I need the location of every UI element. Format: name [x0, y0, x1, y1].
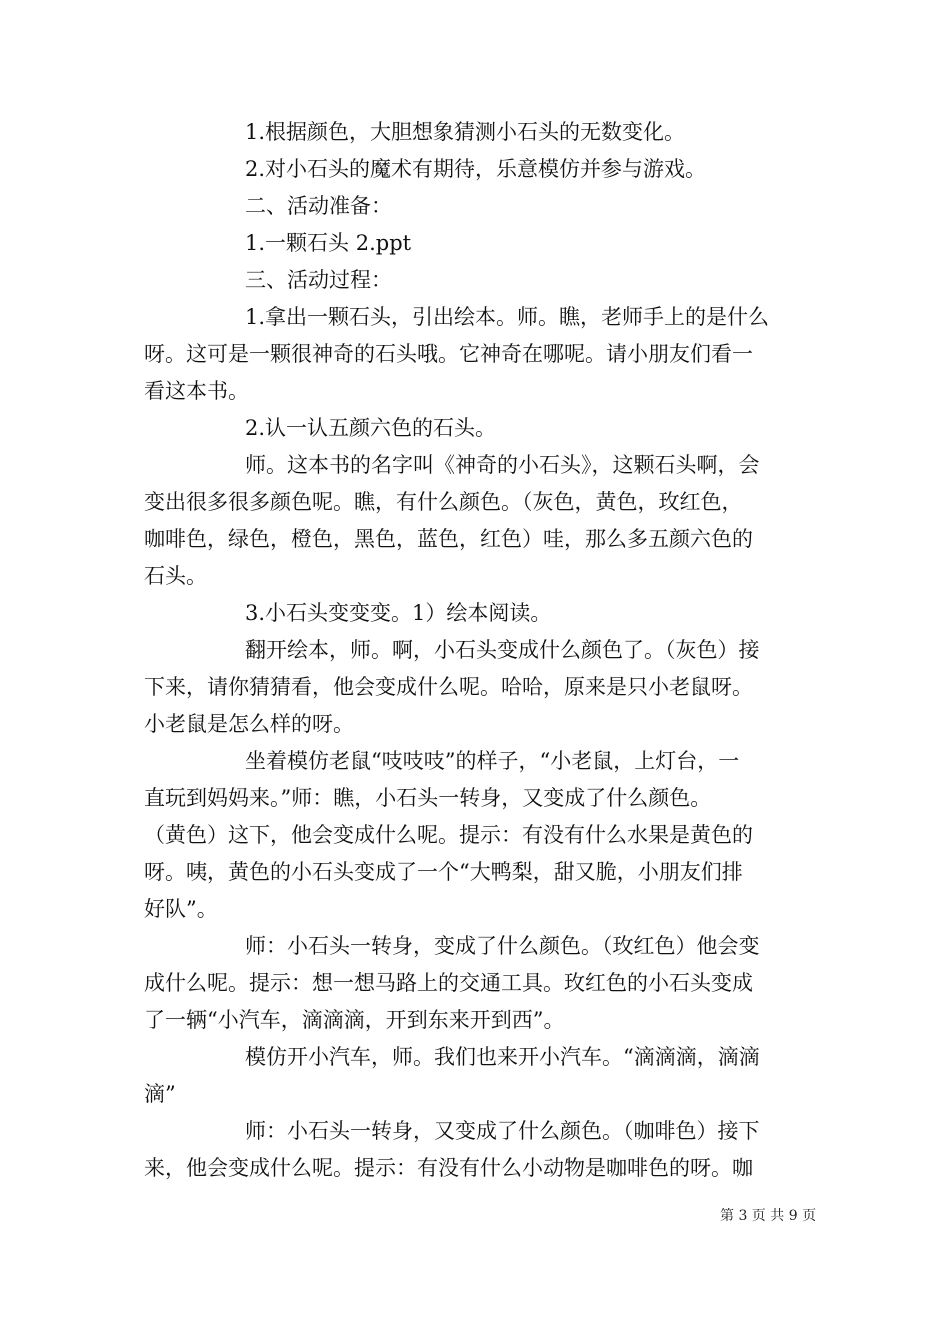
text-line: 2.对小石头的魔术有期待，乐意模仿并参与游戏。 — [245, 157, 707, 181]
text-line: 1.根据颜色，大胆想象猜测小石头的无数变化。 — [245, 120, 686, 144]
text-line: 模仿开小汽车，师。我们也来开小汽车。“滴滴滴，滴滴 — [245, 1045, 760, 1069]
text-line: 直玩到妈妈来。”师：瞧，小石头一转身，又变成了什么颜色。 — [144, 786, 712, 810]
text-line: 1.拿出一颗石头，引出绘本。师。瞧，老师手上的是什么 — [245, 305, 770, 329]
page-number-footer: 第 3 页 共 9 页 — [720, 1208, 817, 1224]
body-text — [144, 114, 806, 1187]
text-line: 下来，请你猜猜看，他会变成什么呢。哈哈，原来是只小老鼠呀。 — [144, 675, 753, 699]
text-line: 师：小石头一转身，变成了什么颜色。（玫红色）他会变 — [245, 934, 760, 958]
text-line: 3.小石头变变变。1）绘本阅读。 — [245, 601, 552, 625]
text-line: 成什么呢。提示：想一想马路上的交通工具。玫红色的小石头变成 — [144, 971, 753, 995]
text-line: 坐着模仿老鼠“吱吱吱”的样子，“小老鼠，上灯台，一 — [245, 749, 740, 773]
text-line: 师。这本书的名字叫《神奇的小石头》，这颗石头啊，会 — [245, 453, 760, 477]
text-line: 滴” — [144, 1082, 176, 1106]
text-line: 了一辆“小汽车，滴滴滴，开到东来开到西”。 — [144, 1008, 565, 1032]
text-line: 来，他会变成什么呢。提示：有没有什么小动物是咖啡色的呀。咖 — [144, 1156, 753, 1180]
text-line: 2.认一认五颜六色的石头。 — [245, 416, 497, 440]
text-line: （黄色）这下，他会变成什么呢。提示：有没有什么水果是黄色的 — [144, 823, 753, 847]
text-line: 石头。 — [144, 564, 207, 588]
text-line: 好队”。 — [144, 897, 218, 921]
text-line: 变出很多很多颜色呢。瞧，有什么颜色。（灰色，黄色，玫红色， — [144, 490, 743, 514]
text-line: 看这本书。 — [144, 379, 249, 403]
section-heading: 三、活动过程： — [245, 268, 392, 292]
text-line: 1.一颗石头 2.ppt — [245, 231, 412, 255]
text-line: 翻开绘本，师。啊，小石头变成什么颜色了。（灰色）接 — [245, 638, 760, 662]
text-line: 呀。咦，黄色的小石头变成了一个“大鸭梨，甜又脆，小朋友们排 — [144, 860, 743, 884]
text-line: 呀。这可是一颗很神奇的石头哦。它神奇在哪呢。请小朋友们看一 — [144, 342, 753, 366]
section-heading: 二、活动准备： — [245, 194, 392, 218]
text-line: 师：小石头一转身，又变成了什么颜色。（咖啡色）接下 — [245, 1119, 760, 1143]
text-line: 咖啡色，绿色，橙色，黑色，蓝色，红色）哇，那么多五颜六色的 — [144, 527, 753, 551]
text-line: 小老鼠是怎么样的呀。 — [144, 712, 354, 736]
